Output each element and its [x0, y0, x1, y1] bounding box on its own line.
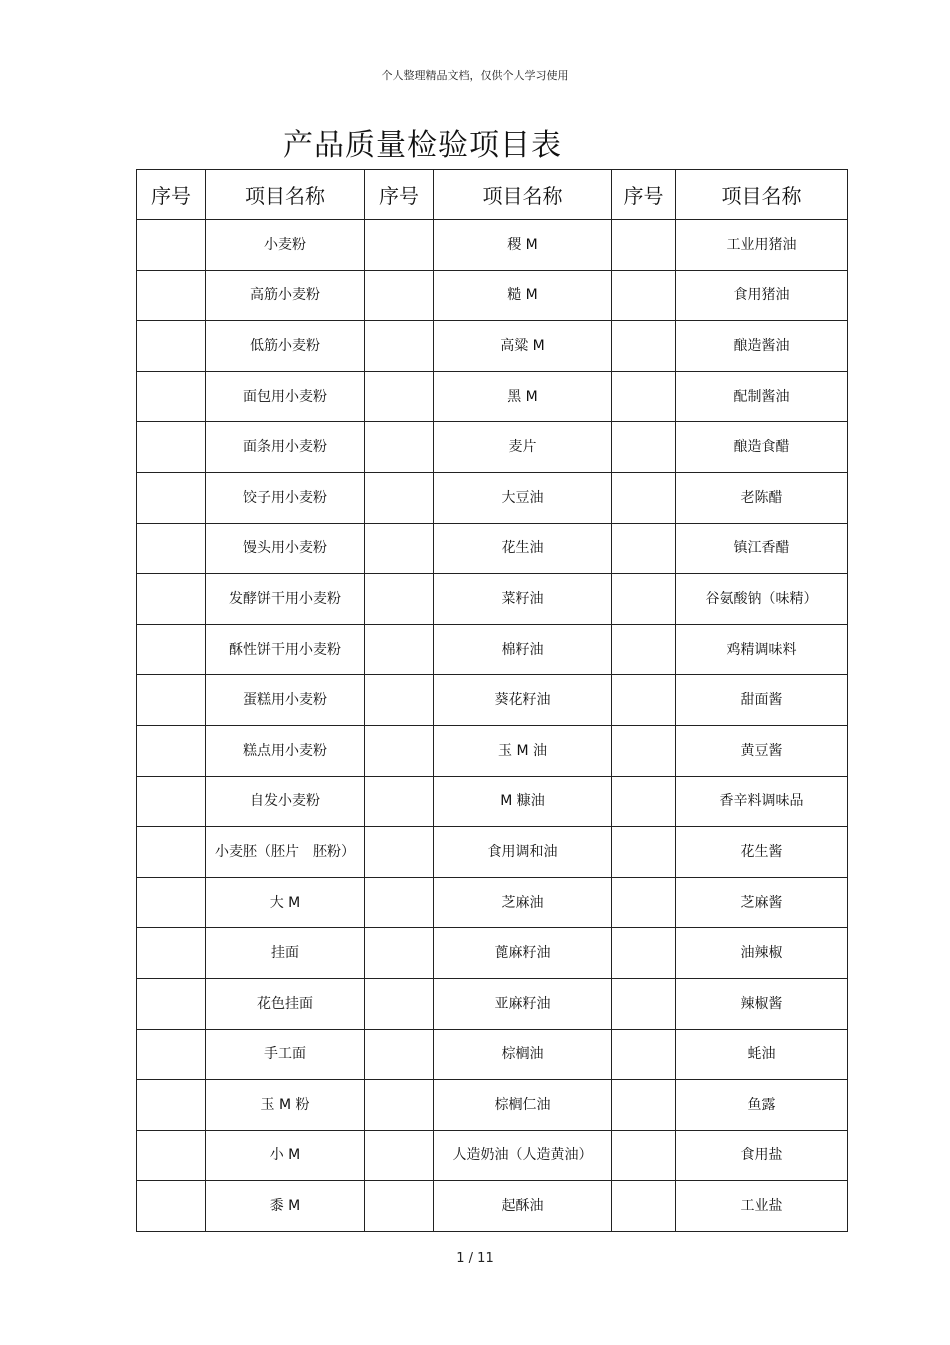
- seq-cell: [365, 422, 434, 473]
- item-name-cell: 大豆油: [434, 472, 612, 523]
- item-name-cell: 挂面: [206, 928, 365, 979]
- seq-cell: [137, 1130, 206, 1181]
- seq-cell: [365, 1181, 434, 1232]
- seq-cell: [137, 776, 206, 827]
- item-name-cell: 葵花籽油: [434, 675, 612, 726]
- table-row: [137, 675, 848, 726]
- seq-cell: [365, 321, 434, 372]
- column-header-seq: 序号: [365, 170, 434, 220]
- table-row: [137, 422, 848, 473]
- table-row: [137, 827, 848, 878]
- seq-cell: [365, 1080, 434, 1131]
- item-name-cell: 鱼露: [676, 1080, 848, 1131]
- item-name-cell: 辣椒酱: [676, 978, 848, 1029]
- seq-cell: [137, 371, 206, 422]
- item-name-cell: 蚝油: [676, 1029, 848, 1080]
- item-name-cell: 菜籽油: [434, 574, 612, 625]
- item-name-cell: 鸡精调味料: [676, 624, 848, 675]
- seq-cell: [137, 928, 206, 979]
- table-row: [137, 220, 848, 271]
- item-name-cell: 高粱 M: [434, 321, 612, 372]
- item-name-cell: 手工面: [206, 1029, 365, 1080]
- item-name-cell: 馒头用小麦粉: [206, 523, 365, 574]
- table-row: [137, 472, 848, 523]
- item-name-cell: 花生油: [434, 523, 612, 574]
- seq-cell: [137, 574, 206, 625]
- seq-cell: [365, 270, 434, 321]
- item-name-cell: 小 M: [206, 1130, 365, 1181]
- item-name-cell: 香辛料调味品: [676, 776, 848, 827]
- table-row: [137, 776, 848, 827]
- item-name-cell: 工业用猪油: [676, 220, 848, 271]
- seq-cell: [365, 371, 434, 422]
- seq-cell: [137, 1029, 206, 1080]
- item-name-cell: 花生酱: [676, 827, 848, 878]
- table-row: [137, 574, 848, 625]
- item-name-cell: 糕点用小麦粉: [206, 725, 365, 776]
- seq-cell: [612, 776, 676, 827]
- item-name-cell: 酿造食醋: [676, 422, 848, 473]
- seq-cell: [137, 877, 206, 928]
- seq-cell: [365, 675, 434, 726]
- item-name-cell: 玉 M 粉: [206, 1080, 365, 1131]
- item-name-cell: 棉籽油: [434, 624, 612, 675]
- item-name-cell: 面包用小麦粉: [206, 371, 365, 422]
- item-name-cell: 芝麻酱: [676, 877, 848, 928]
- table-header-row: [137, 170, 848, 220]
- item-name-cell: 黍 M: [206, 1181, 365, 1232]
- item-name-cell: 低筋小麦粉: [206, 321, 365, 372]
- item-name-cell: 小麦胚（胚片 胚粉）: [206, 827, 365, 878]
- seq-cell: [137, 624, 206, 675]
- seq-cell: [612, 725, 676, 776]
- item-name-cell: 自发小麦粉: [206, 776, 365, 827]
- item-name-cell: 糙 M: [434, 270, 612, 321]
- item-name-cell: 谷氨酸钠（味精）: [676, 574, 848, 625]
- table-row: [137, 1029, 848, 1080]
- seq-cell: [612, 675, 676, 726]
- item-name-cell: 亚麻籽油: [434, 978, 612, 1029]
- seq-cell: [365, 1130, 434, 1181]
- seq-cell: [612, 877, 676, 928]
- table-row: [137, 523, 848, 574]
- item-name-cell: 老陈醋: [676, 472, 848, 523]
- seq-cell: [137, 220, 206, 271]
- column-header-item-name: 项目名称: [206, 170, 365, 220]
- seq-cell: [612, 1029, 676, 1080]
- seq-cell: [137, 675, 206, 726]
- column-header-seq: 序号: [137, 170, 206, 220]
- table-row: [137, 624, 848, 675]
- seq-cell: [365, 1029, 434, 1080]
- item-name-cell: 人造奶油（人造黄油）: [434, 1130, 612, 1181]
- item-name-cell: 稷 M: [434, 220, 612, 271]
- item-name-cell: 食用盐: [676, 1130, 848, 1181]
- seq-cell: [365, 776, 434, 827]
- seq-cell: [137, 523, 206, 574]
- item-name-cell: 起酥油: [434, 1181, 612, 1232]
- seq-cell: [137, 725, 206, 776]
- item-name-cell: 镇江香醋: [676, 523, 848, 574]
- seq-cell: [137, 321, 206, 372]
- seq-cell: [612, 472, 676, 523]
- seq-cell: [612, 371, 676, 422]
- seq-cell: [612, 523, 676, 574]
- seq-cell: [612, 422, 676, 473]
- seq-cell: [137, 472, 206, 523]
- seq-cell: [137, 270, 206, 321]
- item-name-cell: 小麦粉: [206, 220, 365, 271]
- item-name-cell: 黑 M: [434, 371, 612, 422]
- table-row: [137, 371, 848, 422]
- item-name-cell: 食用调和油: [434, 827, 612, 878]
- seq-cell: [137, 827, 206, 878]
- seq-cell: [365, 827, 434, 878]
- seq-cell: [612, 827, 676, 878]
- item-name-cell: 玉 M 油: [434, 725, 612, 776]
- item-name-cell: 面条用小麦粉: [206, 422, 365, 473]
- seq-cell: [612, 978, 676, 1029]
- inspection-items-table: [136, 169, 848, 1232]
- seq-cell: [612, 321, 676, 372]
- item-name-cell: 高筋小麦粉: [206, 270, 365, 321]
- page-header-note: 个人整理精品文档，仅供个人学习使用: [381, 69, 569, 82]
- item-name-cell: M 糠油: [434, 776, 612, 827]
- seq-cell: [612, 1080, 676, 1131]
- table-row: [137, 725, 848, 776]
- seq-cell: [365, 472, 434, 523]
- item-name-cell: 棕榈仁油: [434, 1080, 612, 1131]
- table-row: [137, 1181, 848, 1232]
- seq-cell: [365, 220, 434, 271]
- column-header-item-name: 项目名称: [676, 170, 848, 220]
- seq-cell: [365, 928, 434, 979]
- document-title: 产品质量检验项目表: [283, 128, 562, 163]
- seq-cell: [365, 877, 434, 928]
- seq-cell: [137, 1080, 206, 1131]
- table-body: [137, 220, 848, 1232]
- item-name-cell: 饺子用小麦粉: [206, 472, 365, 523]
- item-name-cell: 芝麻油: [434, 877, 612, 928]
- seq-cell: [365, 978, 434, 1029]
- item-name-cell: 棕榈油: [434, 1029, 612, 1080]
- seq-cell: [612, 220, 676, 271]
- item-name-cell: 甜面酱: [676, 675, 848, 726]
- item-name-cell: 酥性饼干用小麦粉: [206, 624, 365, 675]
- item-name-cell: 麦片: [434, 422, 612, 473]
- seq-cell: [365, 725, 434, 776]
- item-name-cell: 大 M: [206, 877, 365, 928]
- seq-cell: [612, 574, 676, 625]
- seq-cell: [365, 523, 434, 574]
- item-name-cell: 花色挂面: [206, 978, 365, 1029]
- seq-cell: [365, 624, 434, 675]
- seq-cell: [612, 624, 676, 675]
- item-name-cell: 工业盐: [676, 1181, 848, 1232]
- seq-cell: [612, 270, 676, 321]
- table-row: [137, 321, 848, 372]
- table-row: [137, 270, 848, 321]
- column-header-item-name: 项目名称: [434, 170, 612, 220]
- table-row: [137, 928, 848, 979]
- table-row: [137, 1080, 848, 1131]
- seq-cell: [137, 1181, 206, 1232]
- seq-cell: [612, 1181, 676, 1232]
- page-number: 1 / 11: [456, 1251, 494, 1266]
- table-row: [137, 978, 848, 1029]
- table-row: [137, 877, 848, 928]
- seq-cell: [137, 422, 206, 473]
- column-header-seq: 序号: [612, 170, 676, 220]
- item-name-cell: 配制酱油: [676, 371, 848, 422]
- item-name-cell: 黄豆酱: [676, 725, 848, 776]
- item-name-cell: 蛋糕用小麦粉: [206, 675, 365, 726]
- item-name-cell: 食用猪油: [676, 270, 848, 321]
- table-row: [137, 1130, 848, 1181]
- seq-cell: [137, 978, 206, 1029]
- item-name-cell: 酿造酱油: [676, 321, 848, 372]
- item-name-cell: 油辣椒: [676, 928, 848, 979]
- item-name-cell: 发酵饼干用小麦粉: [206, 574, 365, 625]
- seq-cell: [612, 928, 676, 979]
- seq-cell: [612, 1130, 676, 1181]
- seq-cell: [365, 574, 434, 625]
- item-name-cell: 蓖麻籽油: [434, 928, 612, 979]
